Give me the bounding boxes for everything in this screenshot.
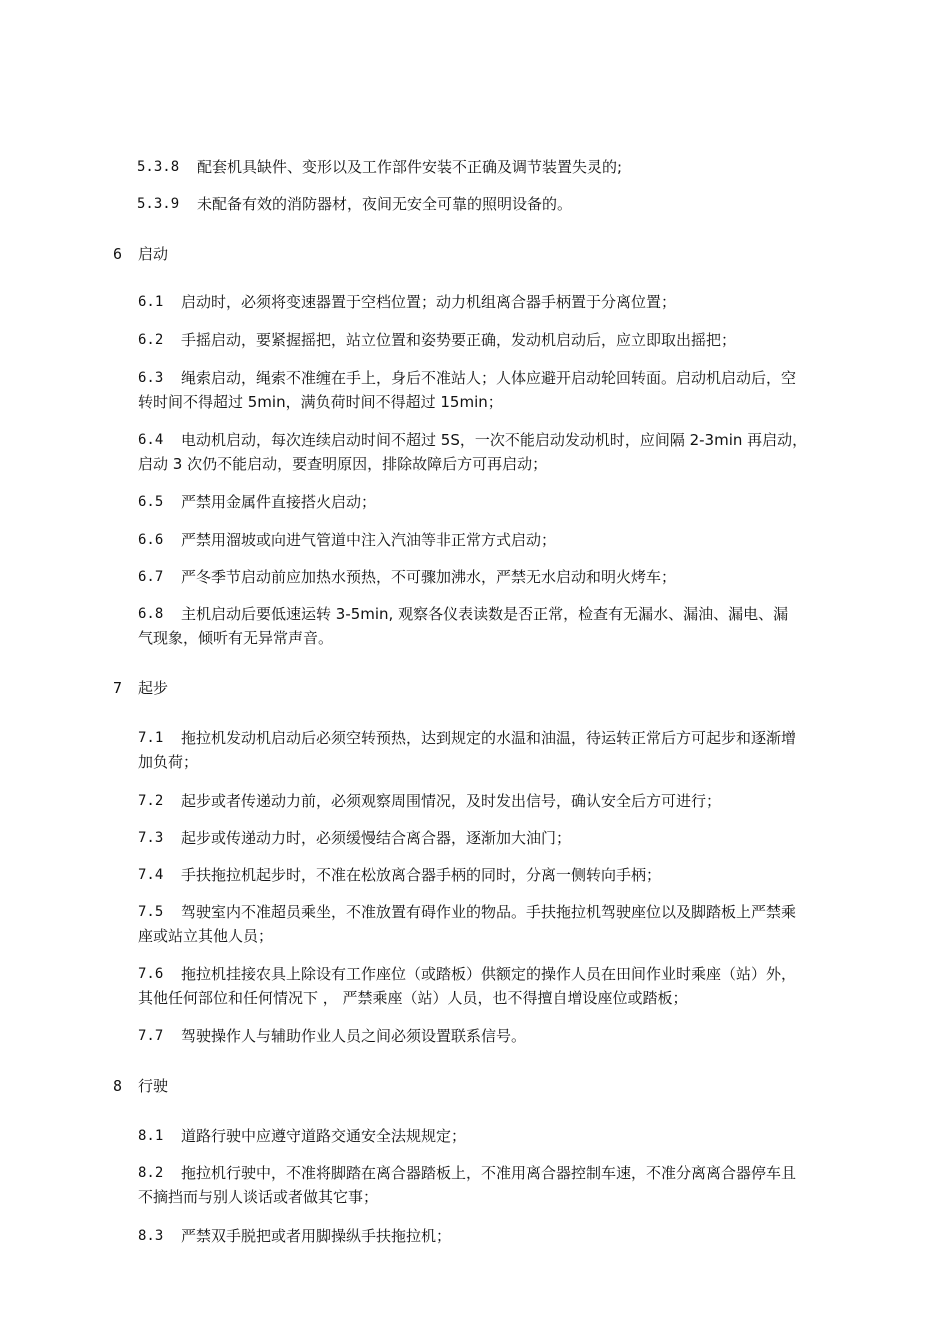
clause-number: 6.5 [138, 494, 164, 510]
clause-number: 7.3 [138, 830, 164, 846]
clause-text-continued: 加负荷； [138, 753, 199, 771]
clause-text: 驾驶操作人与辅助作业人员之间必须设置联系信号。 [181, 1027, 527, 1045]
section-number: 7 [113, 679, 123, 697]
clause-number: 7.5 [138, 904, 164, 920]
clause-number: 7.2 [138, 793, 164, 809]
clause-number: 6.7 [138, 569, 164, 585]
clause-text: 严禁用金属件直接搭火启动； [181, 493, 377, 511]
clause-text-continued: 其他任何部位和任何情况下 ， 严禁乘座（站）人员，也不得擅自增设座位或踏板； [138, 989, 688, 1007]
clause-number: 6.6 [138, 532, 164, 548]
clause-text-continued: 座或站立其他人员； [138, 927, 274, 945]
clause-number: 6.8 [138, 606, 164, 622]
clause-number: 5.3.8 [137, 159, 180, 175]
clause-text: 起步或者传递动力前，必须观察周围情况，及时发出信号，确认安全后方可进行； [181, 792, 722, 810]
clause-number: 6.2 [138, 332, 164, 348]
clause-number: 8.2 [138, 1165, 164, 1181]
clause-text: 严禁双手脱把或者用脚操纵手扶拖拉机； [181, 1227, 452, 1245]
clause-text: 拖拉机挂接农具上除设有工作座位（或踏板）供额定的操作人员在田间作业时乘座（站）外， [181, 965, 797, 983]
clause-number: 6.1 [138, 294, 164, 310]
clause-number: 7.4 [138, 867, 164, 883]
clause-text: 严冬季节启动前应加热水预热，不可骤加沸水，严禁无水启动和明火烤车； [181, 568, 677, 586]
clause-text: 配套机具缺件、变形以及工作部件安装不正确及调节装置失灵的; [197, 158, 623, 176]
clause-text: 启动时，必须将变速器置于空档位置；动力机组离合器手柄置于分离位置； [181, 293, 677, 311]
clause-text: 主机启动后要低速运转 3-5min, 观察各仪表读数是否正常，检查有无漏水、漏油、漏电、漏 [181, 605, 789, 623]
clause-text: 严禁用溜坡或向进气管道中注入汽油等非正常方式启动； [181, 531, 557, 549]
clause-text: 未配备有效的消防器材，夜间无安全可靠的照明设备的。 [197, 195, 573, 213]
section-number: 6 [113, 245, 123, 263]
clause-text: 起步或传递动力时，必须缓慢结合离合器，逐渐加大油门； [181, 829, 572, 847]
clause-text: 拖拉机行驶中，不准将脚踏在离合器踏板上，不准用离合器控制车速，不准分离离合器停车且 [181, 1164, 797, 1182]
clause-text: 电动机启动，每次连续启动时间不超过 5S，一次不能启动发动机时，应间隔 2-3min 再启动， [181, 431, 808, 449]
clause-text: 道路行驶中应遵守道路交通安全法规规定； [181, 1127, 467, 1145]
section-title: 起步 [138, 679, 169, 697]
clause-text: 手扶拖拉机起步时，不准在松放离合器手柄的同时，分离一侧转向手柄； [181, 866, 662, 884]
clause-number: 6.4 [138, 432, 164, 448]
clause-text-continued: 转时间不得超过 5min，满负荷时间不得超过 15min； [138, 393, 503, 411]
clause-text-continued: 气现象，倾听有无异常声音。 [138, 629, 334, 647]
clause-text-continued: 不摘挡而与别人谈话或者做其它事； [138, 1188, 379, 1206]
clause-number: 8.1 [138, 1128, 164, 1144]
section-number: 8 [113, 1077, 123, 1095]
section-title: 启动 [138, 245, 169, 263]
section-title: 行驶 [138, 1077, 169, 1095]
clause-text: 驾驶室内不准超员乘坐，不准放置有碍作业的物品。手扶拖拉机驾驶座位以及脚踏板上严禁乘 [181, 903, 797, 921]
clause-text-continued: 启动 3 次仍不能启动，要查明原因，排除故障后方可再启动； [138, 455, 548, 473]
clause-number: 8.3 [138, 1228, 164, 1244]
clause-text: 拖拉机发动机启动后必须空转预热，达到规定的水温和油温，待运转正常后方可起步和逐渐增 [181, 729, 797, 747]
clause-number: 5.3.9 [137, 196, 180, 212]
clause-number: 7.6 [138, 966, 164, 982]
clause-number: 7.7 [138, 1028, 164, 1044]
clause-text: 绳索启动，绳索不准缠在手上，身后不准站人；人体应避开启动轮回转面。启动机启动后，空 [181, 369, 797, 387]
clause-number: 7.1 [138, 730, 164, 746]
clause-text: 手摇启动，要紧握摇把，站立位置和姿势要正确，发动机启动后，应立即取出摇把； [181, 331, 737, 349]
clause-number: 6.3 [138, 370, 164, 386]
